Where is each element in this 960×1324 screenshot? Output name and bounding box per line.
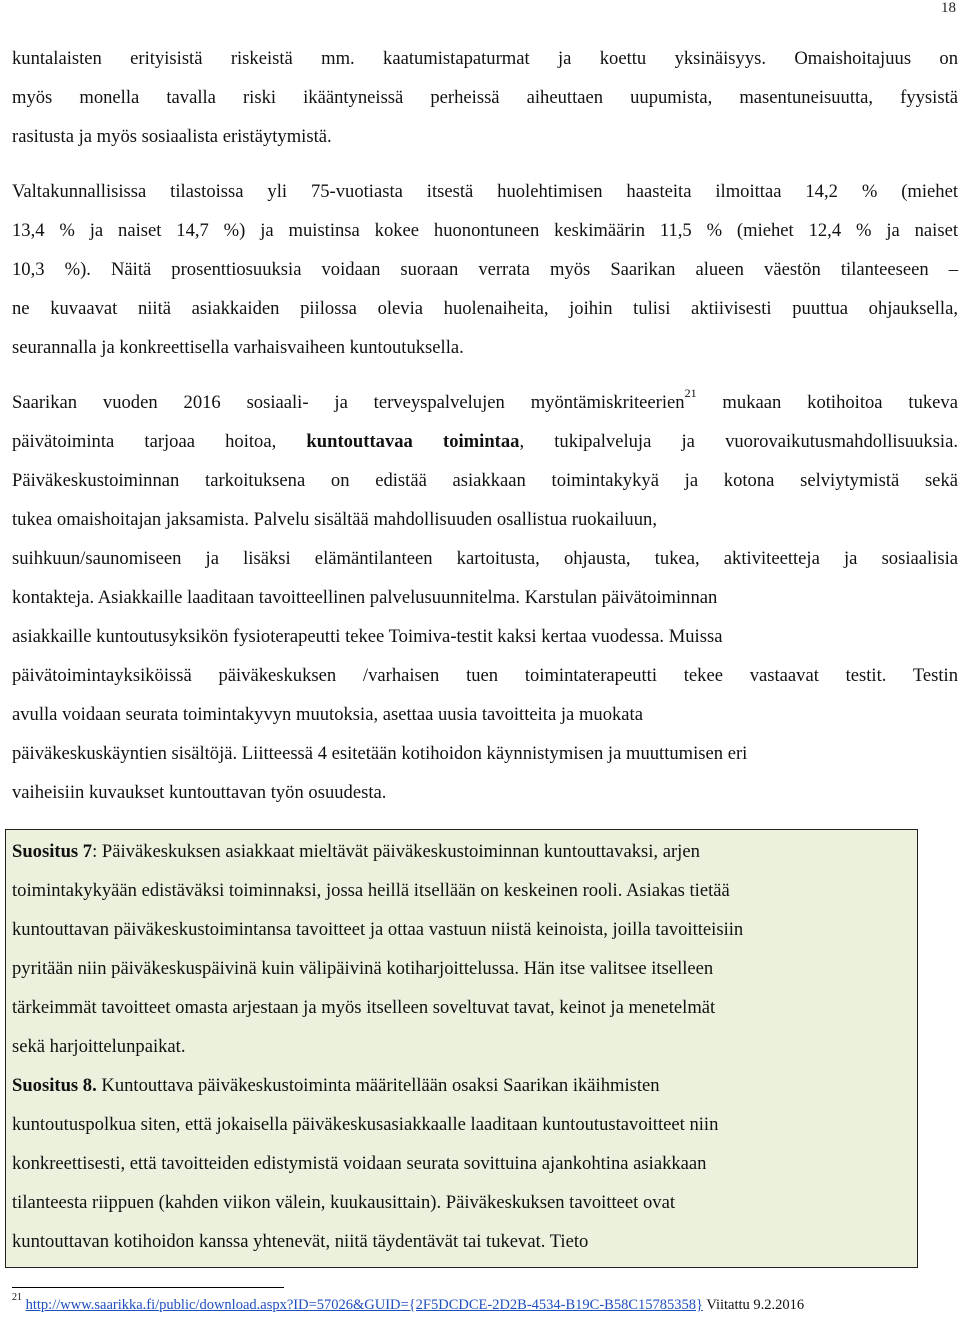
recommendation-label: Suositus 7	[12, 841, 93, 862]
text-line: vaiheisiin kuvaukset kuntouttavan työn osuudesta.	[12, 782, 387, 803]
text-line: 13,4 % ja naiset 14,7 %) ja muistinsa kokee huonontuneen keskimäärin 11,5 % (miehet 12,4 % ja naiset	[12, 220, 958, 241]
text-line: Päiväkeskustoiminnan tarkoituksena on edistää asiakkaan toimintakykyä ja kotona selviytymistä sekä	[12, 470, 958, 491]
text-segment: päivätoiminta tarjoaa hoitoa,	[12, 431, 307, 452]
footnote-link[interactable]: http://www.saarikka.fi/public/download.aspx?ID=57026&GUID={2F5DCDCE-2D2B-4534-B19C-B58C15785358}	[25, 1297, 703, 1313]
footnote	[12, 1292, 805, 1314]
text-segment: : Päiväkeskuksen asiakkaat mieltävät päiväkeskustoiminnan kuntouttavaksi, arjen	[92, 841, 700, 862]
recommendation-label: Suositus 8.	[12, 1075, 97, 1096]
text-line: avulla voidaan seurata toimintakyvyn muutoksia, asettaa uusia tavoitteita ja muokata	[12, 704, 643, 725]
text-line: kuntouttavan päiväkeskustoimintansa tavoitteet ja ottaa vastuun niistä keinoista, joilla tavoitteisiin	[12, 919, 744, 940]
text-line: kuntoutuspolkua siten, että jokaisella päiväkeskusasiakkaalle laaditaan kuntoutustavoitteet niin	[12, 1114, 719, 1135]
paragraph-statistics	[12, 172, 958, 367]
text-line: kontakteja. Asiakkaille laaditaan tavoitteellinen palvelusuunnitelma. Karstulan päivätoiminnan	[12, 587, 718, 608]
text-line: myös monella tavalla riski ikääntyneissä perheissä aiheuttaen uupumista, masentuneisuutta, fyysistä	[12, 87, 958, 108]
text-line: kuntalaisten erityisistä riskeistä mm. kaatumistapaturmat ja koettu yksinäisyys. Omaishoitajuus on	[12, 48, 958, 69]
text-line: seurannalla ja konkreettisella varhaisvaiheen kuntoutuksella.	[12, 337, 464, 358]
text-line: rasitusta ja myös sosiaalista eristäytymistä.	[12, 126, 332, 147]
text-segment: mukaan kotihoitoa tukeva	[696, 392, 958, 413]
text-line: asiakkaille kuntoutusyksikön fysioterapeutti tekee Toimiva-testit kaksi kertaa vuodessa. Muissa	[12, 626, 723, 647]
text-line: tilanteesta riippuen (kahden viikon välein, kuukausittain). Päiväkeskuksen tavoitteet ovat	[12, 1192, 676, 1213]
text-segment: , tukipalveluja ja vuorovaikutusmahdollisuuksia.	[519, 431, 958, 452]
footnote-ref[interactable]: 21	[684, 385, 697, 400]
text-line: ne kuvaavat niitä asiakkaiden piilossa olevia huolenaiheita, joihin tulisi aktiivisesti puuttua ohjauksella,	[12, 298, 958, 319]
text-line: tärkeimmät tavoitteet omasta arjestaan ja myös itselleen soveltuvat tavat, keinot ja menetelmät	[12, 997, 716, 1018]
footnote-separator	[12, 1287, 284, 1288]
text-line: 10,3 %). Näitä prosenttiosuuksia voidaan suoraan verrata myös Saarikan alueen väestön tilanteeseen –	[12, 259, 958, 280]
footnote-number: 21	[12, 1292, 22, 1304]
footnote-suffix: Viitattu 9.2.2016	[702, 1297, 805, 1313]
text-line: pyritään niin päiväkeskuspäivinä kuin välipäivinä kotiharjoittelussa. Hän itse valitsee itselleen	[12, 958, 714, 979]
recommendation-8	[12, 1066, 912, 1261]
text-line	[12, 1066, 912, 1105]
recommendation-7	[12, 832, 912, 1066]
text-line: päivätoimintayksiköissä päiväkeskuksen /varhaisen tuen toimintaterapeutti tekee vastaavat testit. Testin	[12, 665, 958, 686]
text-line: tukea omaishoitajan jaksamista. Palvelu sisältää mahdollisuuden osallistua ruokailuun,	[12, 509, 657, 530]
text-line: päiväkeskuskäyntien sisältöjä. Liitteessä 4 esitetään kotihoidon käynnistymisen ja muuttumisen eri	[12, 743, 748, 764]
text-line: toimintakykyään edistäväksi toiminnaksi, jossa heillä itsellään on keskeinen rooli. Asiakas tietää	[12, 880, 730, 901]
text-segment: Saarikan vuoden 2016 sosiaali- ja terveyspalvelujen myöntämiskriteerien	[12, 392, 685, 413]
recommendation-box	[5, 829, 918, 1268]
text-line: konkreettisesti, että tavoitteiden edistymistä voidaan seurata sovittuina ajankohtina asiakkaan	[12, 1153, 707, 1174]
paragraph-risks	[12, 39, 958, 156]
text-line: Valtakunnallisissa tilastoissa yli 75-vuotiasta itsestä huolehtimisen haasteita ilmoittaa 14,2 % (miehet	[12, 181, 958, 202]
bold-term: kuntouttavaa toimintaa	[306, 431, 520, 452]
text-line: suihkuun/saunomiseen ja lisäksi elämäntilanteen kartoitusta, ohjausta, tukea, aktiviteetteja ja sosiaalisia	[12, 548, 958, 569]
text-line: kuntouttavan kotihoidon kanssa yhtenevät, niitä täydentävät tai tukevat. Tieto	[12, 1231, 589, 1252]
text-line: sekä harjoittelunpaikat.	[12, 1036, 186, 1057]
text-line	[12, 383, 958, 422]
text-line	[12, 832, 912, 871]
paragraph-day-activity	[12, 383, 958, 812]
text-line	[12, 422, 958, 461]
page-number: 18	[941, 0, 956, 16]
text-segment: Kuntouttava päiväkeskustoiminta määritellään osaksi Saarikan ikäihmisten	[96, 1075, 660, 1096]
